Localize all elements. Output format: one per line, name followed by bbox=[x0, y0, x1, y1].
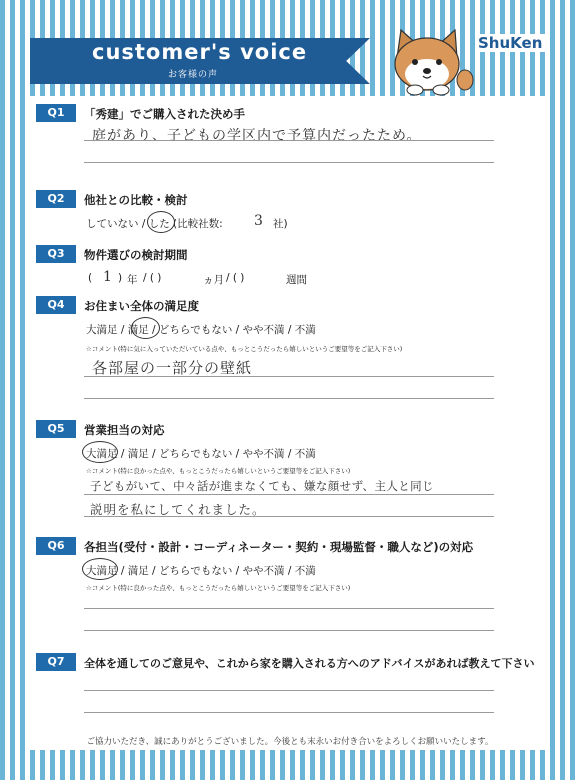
q5-comment-note: ☆コメント(特に良かった点や、もっとこうだったら嬉しいというご要望等をご記入下さい) bbox=[86, 467, 351, 475]
q5-line-1 bbox=[84, 494, 494, 495]
q5-selected-circle bbox=[82, 441, 118, 463]
footer-message: ご協力いただき、誠にありがとうございました。今後とも末永いお付き合いをよろしくお願いいたします。 bbox=[30, 734, 550, 750]
q1-question: 「秀建」でご購入された決め手 bbox=[84, 107, 245, 121]
q4-label: Q4 bbox=[36, 296, 76, 314]
q6-selected-circle bbox=[82, 558, 118, 580]
q3-label: Q3 bbox=[36, 245, 76, 263]
q3-months-unit: ヵ月 bbox=[203, 274, 224, 286]
q6-comment-note: ☆コメント(特に良かった点や、もっとこうだったら嬉しいというご要望等をご記入下さい) bbox=[86, 584, 351, 592]
q7-line-2 bbox=[84, 712, 494, 713]
q4-line-2 bbox=[84, 398, 494, 399]
q5-answer-line-2: 説明を私にしてくれました。 bbox=[90, 502, 266, 517]
q4-selected-circle bbox=[131, 317, 160, 339]
q5-answer-line-1: 子どもがいて、中々話が進まなくても、嫌な顔せず、主人と同じ bbox=[90, 479, 434, 493]
q4-options: 大満足 / 満足 / どちらでもない / やや不満 / 不満 bbox=[86, 324, 316, 336]
q2-label: Q2 bbox=[36, 190, 76, 208]
q4-answer: 各部屋の一部分の壁紙 bbox=[92, 359, 253, 377]
q3-weeks-unit: 週間 bbox=[286, 274, 307, 286]
q5-question: 営業担当の対応 bbox=[84, 423, 165, 437]
q5-label: Q5 bbox=[36, 420, 76, 438]
q6-line-2 bbox=[84, 630, 494, 631]
q6-question: 各担当(受付・設計・コーディネーター・契約・現場監督・職人など)の対応 bbox=[84, 540, 474, 554]
q3-years-close: ) bbox=[118, 272, 123, 284]
brand-logo: ShuKen bbox=[475, 34, 545, 52]
q4-line-1 bbox=[84, 376, 494, 377]
q1-answer: 庭があり、子どもの学区内で予算内だったため。 bbox=[92, 128, 422, 144]
q4-comment-note: ☆コメント(特に気に入っていただいている点や、もっとこうだったら嬉しいというご要望等をご記入下さい) bbox=[86, 345, 403, 353]
q3-weeks-blank: / ( ) bbox=[226, 272, 245, 284]
q2-selected-circle bbox=[147, 211, 175, 233]
q7-question: 全体を通してのご意見や、これから家を購入される方へのアドバイスがあれば教えて下さい bbox=[84, 657, 535, 670]
q1-line-2 bbox=[84, 162, 494, 163]
q3-months-blank: / ( ) bbox=[143, 272, 162, 284]
shiba-dog-illustration bbox=[385, 22, 475, 96]
q4-question: お住まい全体の満足度 bbox=[84, 299, 199, 313]
q2-question: 他社との比較・検討 bbox=[84, 193, 188, 207]
header-subtitle: お客様の声 bbox=[168, 70, 219, 80]
header-title: customer's voice bbox=[92, 40, 308, 64]
q3-years-unit: 年 bbox=[127, 274, 138, 286]
q5-options: 大満足 / 満足 / どちらでもない / やや不満 / 不満 bbox=[86, 448, 316, 460]
q1-line-1 bbox=[84, 140, 494, 141]
q6-options: 大満足 / 満足 / どちらでもない / やや不満 / 不満 bbox=[86, 565, 316, 577]
q3-years-open: ( bbox=[88, 272, 93, 284]
q7-line-1 bbox=[84, 690, 494, 691]
q3-years-value: 1 bbox=[103, 269, 113, 285]
q3-question: 物件選びの検討期間 bbox=[84, 248, 188, 262]
q2-options: していない / した (比較社数: bbox=[86, 218, 223, 230]
q2-suffix: 社) bbox=[273, 218, 288, 230]
q5-line-2 bbox=[84, 516, 494, 517]
q7-label: Q7 bbox=[36, 653, 76, 671]
q6-label: Q6 bbox=[36, 537, 76, 555]
q1-label: Q1 bbox=[36, 104, 76, 122]
q2-count: 3 bbox=[254, 213, 264, 229]
q6-line-1 bbox=[84, 608, 494, 609]
